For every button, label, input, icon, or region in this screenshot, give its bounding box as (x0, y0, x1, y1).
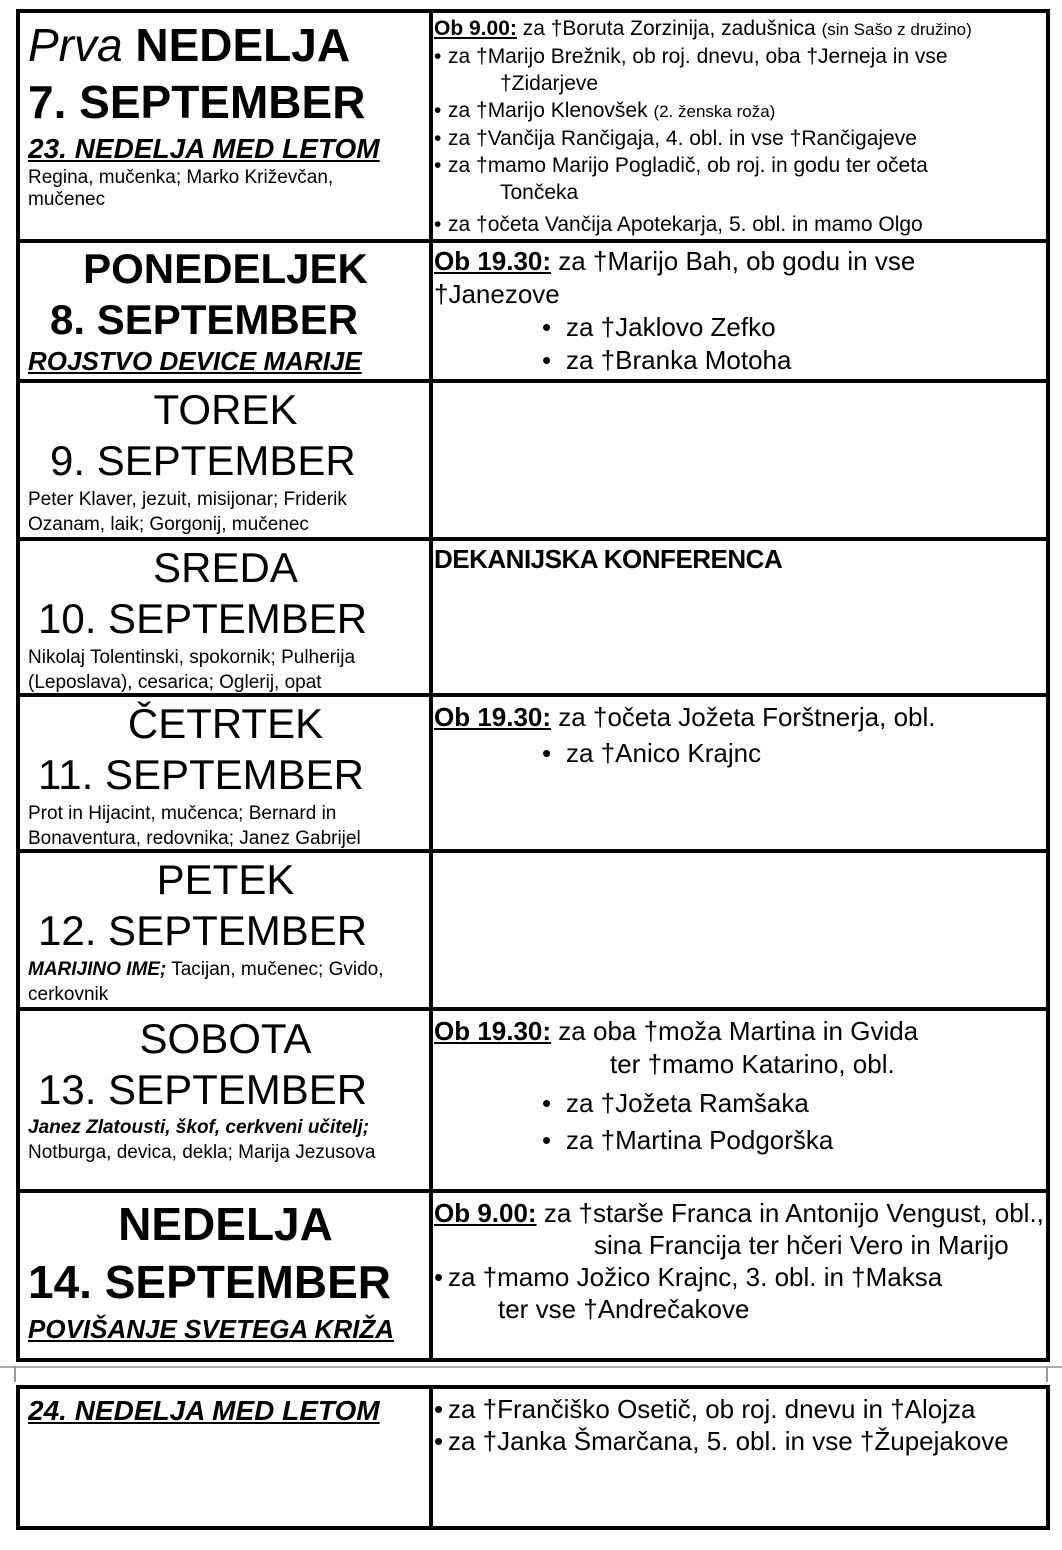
day-cell-wednesday-10 (28, 543, 423, 693)
day-date: 10. SEPTEMBER (38, 595, 368, 642)
intention: za †očeta Jožeta Forštnerja, obl. (558, 702, 936, 732)
mass-cell-monday-8: Ob 19.30: za †Marijo Bah, ob godu in vse †Janezove • za †Jaklovo Zefko • za †Branka Motoha (426, 245, 1046, 379)
page-break-line (0, 1366, 1062, 1368)
intention-continuation: ter vse †Andrečakove (498, 1294, 750, 1324)
mass-cell-wednesday-10 (426, 543, 1046, 693)
intention: za †Jaklovo Zefko (566, 312, 776, 342)
feast-title: 24. NEDELJA MED LETOM (28, 1395, 380, 1426)
row-divider (20, 537, 1046, 541)
day-date: 7. SEPTEMBER (28, 76, 366, 128)
day-cell-sunday-7 (28, 17, 423, 239)
continuation-mass-cell: • za †Frančiško Osetič, ob roj. dnevu in †Alojza • za †Janka Šmarčana, 5. obl. in vse †Župejakove (434, 1394, 1009, 1456)
feast-title: 23. NEDELJA MED LETOM (28, 133, 380, 164)
mass-time: Ob 19.30: (434, 1016, 552, 1046)
day-name: ČETRTEK (127, 700, 324, 747)
row-divider (20, 693, 1046, 697)
intention: za oba †moža Martina in Gvida (558, 1016, 919, 1046)
intention: za †Vančija Rančigaja, 4. obl. in vse †Rančigajeve (448, 127, 917, 150)
day-date: 9. SEPTEMBER (50, 437, 356, 484)
intention: za †Jožeta Ramšaka (566, 1088, 809, 1118)
saints-text: Nikolaj Tolentinski, spokornik; Pulherija (Leposlava), cesarica; Oglerij, opat (28, 647, 356, 693)
intention: za †mamo Marijo Pogladič, ob roj. in godu ter očeta (448, 154, 928, 177)
mass-cell-sunday-14: Ob 9.00: za †starše Franca in Antonijo Vengust, obl., sina Francija ter hčeri Vero in Marijo • za †mamo Jožico Krajnc, 3. obl. in †Maksa ter vse †Andrečakove (426, 1197, 1046, 1358)
day-name: SOBOTA (139, 1015, 312, 1062)
saints-text: Prot in Hijacint, mučenca; Bernard in Bonaventura, redovnika; Janez Gabrijel (28, 803, 361, 849)
continuation-day-cell (28, 1393, 423, 1523)
day-cell-tuesday-9 (28, 385, 423, 537)
day-date: 11. SEPTEMBER (38, 751, 364, 798)
mass-cell-saturday-13: Ob 19.30: za oba †moža Martina in Gvida ter †mamo Katarino, obl. • za †Jožeta Ramšaka • za †Martina Podgorška (426, 1015, 1046, 1189)
mass-cell-sunday-7: Ob 9.00: za †Boruta Zorzinija, zadušnica (sin Sašo z družino) • za †Marijo Brežnik, ob roj. dnevu, oba †Jerneja in vse †Zidarjeve • za †Marijo Klenovšek (2. ženska roža) • za †Vančija Rančigaja, 4. obl. in vse †Rančigajeve • za †mamo Marijo Pogladič, ob roj. in godu ter očeta Tončeka • za †očeta Vančija Apotekarja, 5. obl. in mamo Olgo (426, 15, 1046, 239)
saints-text: Notburga, devica, dekla; Marija Jezusova (28, 1142, 376, 1163)
day-prefix: Prva (28, 19, 123, 71)
day-date: 14. SEPTEMBER (28, 1256, 391, 1308)
saints-text: Peter Klaver, jezuit, misijonar; Friderik Ozanam, laik; Gorgonij, mučenec (28, 489, 347, 535)
intention: za †starše Franca in Antonijo Vengust, obl., (543, 1198, 1044, 1228)
page-break-tick (14, 1366, 16, 1382)
intention: za †Frančiško Osetič, ob roj. dnevu in †Alojza (448, 1394, 976, 1424)
day-cell-thursday-11 (28, 699, 423, 849)
mass-time: Ob 19.30: (434, 702, 552, 732)
intention-note: (sin Sašo z družino) (821, 20, 972, 39)
day-cell-friday-12 (28, 855, 423, 1007)
day-name: TOREK (153, 386, 298, 433)
day-date: 8. SEPTEMBER (50, 296, 359, 343)
row-divider (20, 1007, 1046, 1011)
intention: za †Branka Motoha (566, 345, 792, 375)
schedule-table (16, 9, 1050, 1362)
day-name: NEDELJA (135, 19, 351, 71)
feast-title: POVIŠANJE SVETEGA KRIŽA (28, 1314, 394, 1344)
day-name: SREDA (153, 544, 298, 591)
intention: za †Marijo Klenovšek (448, 99, 648, 122)
intention-continuation: †Zidarjeve (500, 72, 599, 95)
day-date: 13. SEPTEMBER (38, 1066, 368, 1113)
day-cell-monday-8 (28, 243, 423, 379)
mass-time: Ob 9.00: (434, 17, 517, 40)
saints-text: Tacijan, mučenec; Gvido, cerkovnik (28, 959, 384, 1005)
intention: za †očeta Vančija Apotekarja, 5. obl. in mamo Olgo (448, 213, 923, 236)
saints-feast: Janez Zlatousti, škof, cerkveni učitelj; (28, 1117, 370, 1138)
mass-time: Ob 9.00: (434, 1198, 537, 1228)
intention: za †Marijo Bah, ob godu in vse (558, 246, 916, 276)
intention-continuation: sina Francija ter hčeri Vero in Marijo (594, 1230, 1009, 1260)
day-cell-sunday-14 (28, 1195, 423, 1358)
saints-text: Regina, mučenka; Marko Križevčan, mučenec (28, 167, 334, 210)
day-title (28, 17, 423, 73)
intention: za †Martina Podgorška (566, 1125, 834, 1155)
mass-cell-thursday-11: Ob 19.30: za †očeta Jožeta Forštnerja, obl. • za †Anico Krajnc (434, 702, 936, 768)
day-date: 12. SEPTEMBER (38, 907, 368, 954)
intention: za †Boruta Zorzinija, zadušnica (522, 17, 816, 40)
intention: za †Janka Šmarčana, 5. obl. in vse †Župejakove (448, 1426, 1009, 1456)
mass-cell-tuesday-9 (426, 383, 1046, 537)
intention: za †Anico Krajnc (566, 738, 762, 768)
day-name: NEDELJA (118, 1198, 333, 1250)
day-cell-saturday-13 (28, 1013, 423, 1189)
saints-feast: MARIJINO IME; (28, 959, 167, 980)
intention-continuation: †Janezove (434, 279, 560, 309)
intention-note: (2. ženska roža) (653, 102, 776, 121)
continuation-table (16, 1385, 1050, 1530)
day-name: PETEK (156, 856, 295, 903)
row-divider (20, 1189, 1046, 1193)
intention-continuation: ter †mamo Katarino, obl. (610, 1049, 895, 1079)
intention: za †Marijo Brežnik, ob roj. dnevu, oba †Jerneja in vse (448, 45, 948, 68)
intention-continuation: Tončeka (500, 181, 579, 204)
page-break-tick (1046, 1366, 1048, 1382)
mass-time: Ob 19.30: (434, 246, 552, 276)
intention: za †mamo Jožico Krajnc, 3. obl. in †Maksa (448, 1262, 943, 1292)
mass-cell-friday-12 (426, 853, 1046, 1007)
event-text: DEKANIJSKA KONFERENCA (434, 544, 783, 574)
day-name: PONEDELJEK (83, 245, 368, 292)
feast-title: ROJSTVO DEVICE MARIJE (28, 346, 362, 376)
